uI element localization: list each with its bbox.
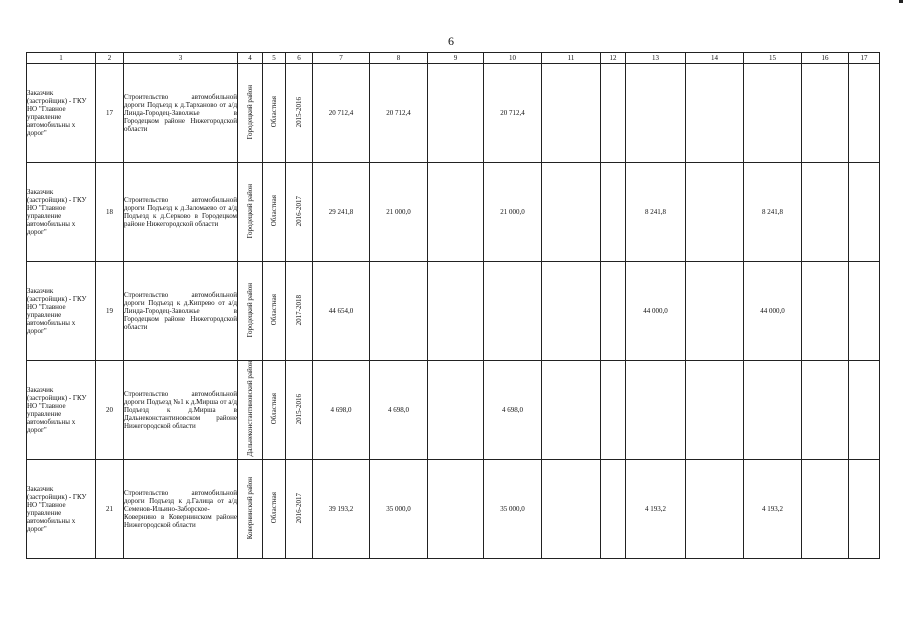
object-name-cell: Строительство автомобильной дороги Подъезд к д.Тарханово от а/д Линда-Городец-Заволжье в Городецком районе Нижегородской области [124,64,238,163]
budget-level-cell [263,361,286,460]
column-header: 5 [263,53,286,64]
value-cell [626,64,686,163]
value-cell: 8 241,8 [744,163,802,262]
object-name-cell: Строительство автомобильной дороги Подъезд к д.Галица от а/д Семенов-Ильино-Заборское-Ковернино в Ковернинском районе Нижегородской области [124,460,238,559]
district-cell [238,163,263,262]
column-header: 1 [27,53,96,64]
value-cell [428,163,484,262]
row-number-cell: 17 [96,64,124,163]
period-cell [286,64,313,163]
value-cell: 20 712,4 [484,64,542,163]
period-text: 2017-2018 [294,294,303,326]
value-cell [601,64,626,163]
row-number-cell: 18 [96,163,124,262]
budget-level-text: Областная [269,294,278,326]
value-cell [370,262,428,361]
total-cost-cell: 44 654,0 [313,262,370,361]
budget-level-text: Областная [269,96,278,128]
value-cell [686,64,744,163]
column-header: 7 [313,53,370,64]
budget-level-cell [263,460,286,559]
column-header: 2 [96,53,124,64]
period-text: 2015-2016 [294,393,303,425]
value-cell [849,361,880,460]
value-cell [542,460,601,559]
table-row [27,163,880,262]
value-cell: 4 698,0 [484,361,542,460]
value-cell [849,262,880,361]
value-cell [686,460,744,559]
value-cell [428,64,484,163]
value-cell [601,460,626,559]
column-header: 15 [744,53,802,64]
total-cost-cell: 39 193,2 [313,460,370,559]
value-cell [626,361,686,460]
value-cell: 21 000,0 [370,163,428,262]
value-cell [542,163,601,262]
value-cell: 35 000,0 [484,460,542,559]
column-header: 3 [124,53,238,64]
object-name-cell: Строительство автомобильной дороги Подъезд к д.Заломаево от а/д Подъезд к д.Серково в Городецком районе Нижегородской области [124,163,238,262]
budget-level-cell [263,262,286,361]
column-header: 13 [626,53,686,64]
value-cell: 4 193,2 [744,460,802,559]
column-header: 4 [238,53,263,64]
customer-cell: Заказчик (застройщик) - ГКУ НО "Главное управление автомобильны х дорог" [27,460,96,559]
district-cell [238,361,263,460]
value-cell [802,163,849,262]
object-name-cell: Строительство автомобильной дороги Подъезд №1 к д.Мирша от а/д Подъезд к д.Мирша в Дальнеконстантиновском районе Нижегородской области [124,361,238,460]
row-number-cell: 19 [96,262,124,361]
customer-cell: Заказчик (застройщик) - ГКУ НО "Главное управление автомобильны х дорог" [27,163,96,262]
value-cell [428,262,484,361]
value-cell [542,262,601,361]
customer-cell: Заказчик (застройщик) - ГКУ НО "Главное управление автомобильны х дорог" [27,64,96,163]
budget-level-cell [263,163,286,262]
value-cell: 20 712,4 [370,64,428,163]
table-row [27,361,880,460]
column-header: 11 [542,53,601,64]
column-header: 12 [601,53,626,64]
period-cell [286,163,313,262]
value-cell [686,361,744,460]
value-cell [849,163,880,262]
value-cell [542,361,601,460]
page-number: 6 [448,34,454,48]
column-header: 17 [849,53,880,64]
column-header: 9 [428,53,484,64]
district-text: Городецкий район [245,282,254,338]
period-cell [286,262,313,361]
budget-level-text: Областная [269,393,278,425]
district-text: Городецкий район [245,84,254,140]
district-cell [238,460,263,559]
value-cell [849,460,880,559]
row-number-cell: 20 [96,361,124,460]
district-text: Ковернинский район [245,476,254,540]
value-cell [428,361,484,460]
value-cell: 4 698,0 [370,361,428,460]
value-cell [802,262,849,361]
value-cell [802,64,849,163]
total-cost-cell: 20 712,4 [313,64,370,163]
district-text: Городецкий район [245,183,254,239]
value-cell [686,163,744,262]
period-cell [286,460,313,559]
customer-cell: Заказчик (застройщик) - ГКУ НО "Главное управление автомобильны х дорог" [27,262,96,361]
value-cell [744,64,802,163]
column-header: 6 [286,53,313,64]
column-header: 10 [484,53,542,64]
value-cell [802,460,849,559]
period-text: 2015-2016 [294,96,303,128]
column-header: 16 [802,53,849,64]
total-cost-cell: 29 241,8 [313,163,370,262]
column-header: 14 [686,53,744,64]
table-row [27,262,880,361]
value-cell [802,361,849,460]
value-cell [601,361,626,460]
district-text: Дальнеконстантиновский район [245,361,254,457]
object-name-cell: Строительство автомобильной дороги Подъезд к д.Кипрево от а/д Линда-Городец-Заволжье в Городецком районе Нижегородской области [124,262,238,361]
value-cell: 44 000,0 [744,262,802,361]
table-row [27,64,880,163]
value-cell [744,361,802,460]
header-row [27,53,880,64]
customer-cell: Заказчик (застройщик) - ГКУ НО "Главное управление автомобильны х дорог" [27,361,96,460]
scan-corner-mark [899,0,903,3]
total-cost-cell: 4 698,0 [313,361,370,460]
value-cell [601,163,626,262]
value-cell: 21 000,0 [484,163,542,262]
period-text: 2016-2017 [294,492,303,524]
value-cell: 35 000,0 [370,460,428,559]
value-cell [849,64,880,163]
row-number-cell: 21 [96,460,124,559]
value-cell [484,262,542,361]
period-text: 2016-2017 [294,195,303,227]
district-cell [238,64,263,163]
value-cell: 44 000,0 [626,262,686,361]
period-cell [286,361,313,460]
value-cell [542,64,601,163]
value-cell [601,262,626,361]
budget-level-text: Областная [269,492,278,524]
budget-level-cell [263,64,286,163]
investment-table [26,52,880,559]
value-cell: 4 193,2 [626,460,686,559]
value-cell [428,460,484,559]
value-cell [686,262,744,361]
column-header: 8 [370,53,428,64]
value-cell: 8 241,8 [626,163,686,262]
district-cell [238,262,263,361]
budget-level-text: Областная [269,195,278,227]
table-row [27,460,880,559]
